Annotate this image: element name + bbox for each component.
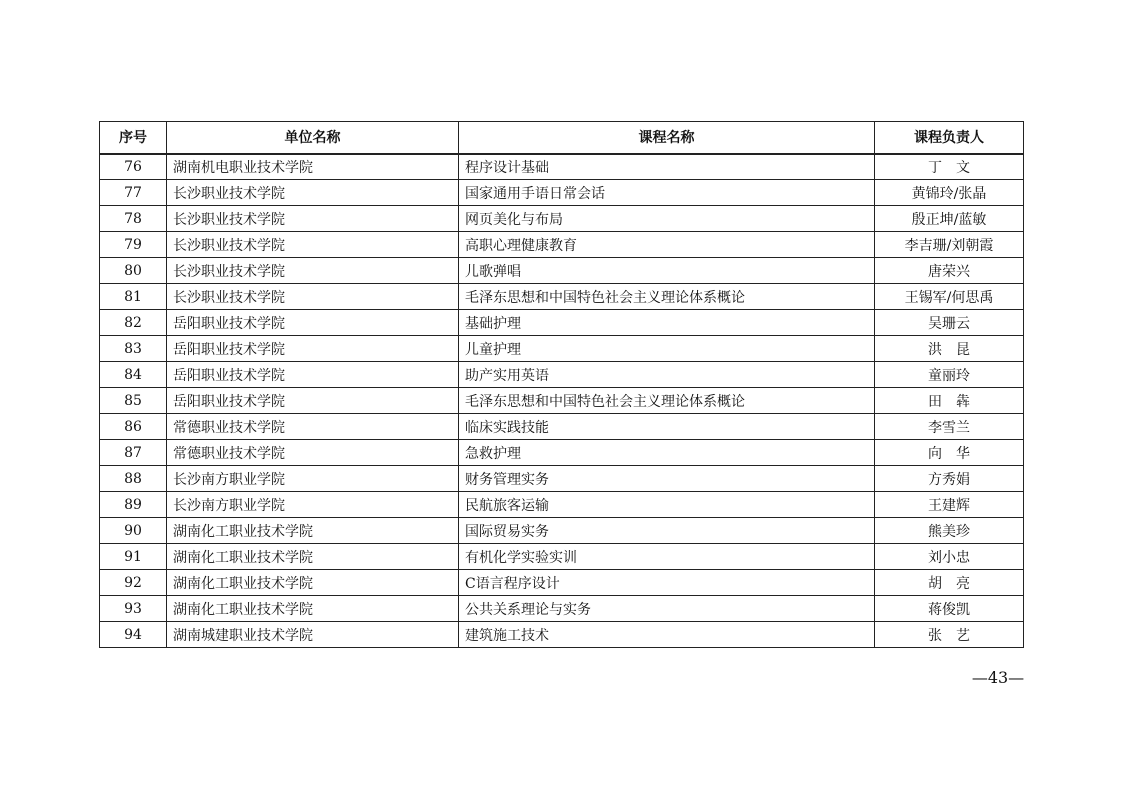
page-number: —43— <box>971 668 1025 687</box>
cell-unit: 常德职业技术学院 <box>167 440 459 466</box>
cell-course: 急救护理 <box>459 440 875 466</box>
cell-person: 刘小忠 <box>875 544 1024 570</box>
cell-unit: 长沙职业技术学院 <box>167 232 459 258</box>
cell-course: 临床实践技能 <box>459 414 875 440</box>
cell-unit: 长沙南方职业学院 <box>167 492 459 518</box>
header-course: 课程名称 <box>459 122 875 154</box>
header-row <box>100 122 1024 154</box>
cell-course: 有机化学实验实训 <box>459 544 875 570</box>
cell-num: 81 <box>100 284 167 310</box>
table-row <box>100 518 1024 544</box>
cell-course: 国家通用手语日常会话 <box>459 180 875 206</box>
table-row <box>100 492 1024 518</box>
cell-course: 毛泽东思想和中国特色社会主义理论体系概论 <box>459 388 875 414</box>
table-row <box>100 570 1024 596</box>
cell-person: 黄锦玲/张晶 <box>875 180 1024 206</box>
cell-person: 王建辉 <box>875 492 1024 518</box>
cell-course: 财务管理实务 <box>459 466 875 492</box>
cell-unit: 湖南城建职业技术学院 <box>167 622 459 648</box>
table-row <box>100 180 1024 206</box>
cell-num: 87 <box>100 440 167 466</box>
header-person: 课程负责人 <box>875 122 1024 154</box>
table-body <box>100 154 1024 648</box>
cell-person: 田 犇 <box>875 388 1024 414</box>
cell-num: 76 <box>100 154 167 180</box>
cell-person: 胡 亮 <box>875 570 1024 596</box>
cell-person: 张 艺 <box>875 622 1024 648</box>
cell-unit: 湖南机电职业技术学院 <box>167 154 459 180</box>
cell-num: 89 <box>100 492 167 518</box>
cell-unit: 岳阳职业技术学院 <box>167 388 459 414</box>
cell-num: 93 <box>100 596 167 622</box>
course-table <box>99 121 1024 648</box>
cell-course: 公共关系理论与实务 <box>459 596 875 622</box>
cell-num: 80 <box>100 258 167 284</box>
cell-course: 程序设计基础 <box>459 154 875 180</box>
table-row <box>100 466 1024 492</box>
table-row <box>100 310 1024 336</box>
cell-unit: 长沙职业技术学院 <box>167 180 459 206</box>
table-row <box>100 362 1024 388</box>
cell-course: 网页美化与布局 <box>459 206 875 232</box>
cell-course: 民航旅客运输 <box>459 492 875 518</box>
cell-person: 蒋俊凯 <box>875 596 1024 622</box>
cell-num: 90 <box>100 518 167 544</box>
cell-course: 助产实用英语 <box>459 362 875 388</box>
cell-course: 儿童护理 <box>459 336 875 362</box>
cell-course: 基础护理 <box>459 310 875 336</box>
cell-num: 85 <box>100 388 167 414</box>
cell-unit: 岳阳职业技术学院 <box>167 362 459 388</box>
header-unit: 单位名称 <box>167 122 459 154</box>
table-row <box>100 284 1024 310</box>
cell-unit: 长沙职业技术学院 <box>167 284 459 310</box>
table-header <box>100 122 1024 154</box>
cell-unit: 湖南化工职业技术学院 <box>167 596 459 622</box>
cell-num: 91 <box>100 544 167 570</box>
cell-person: 李雪兰 <box>875 414 1024 440</box>
cell-person: 吴珊云 <box>875 310 1024 336</box>
cell-person: 丁 文 <box>875 154 1024 180</box>
cell-num: 84 <box>100 362 167 388</box>
cell-num: 78 <box>100 206 167 232</box>
cell-num: 83 <box>100 336 167 362</box>
table-row <box>100 544 1024 570</box>
cell-num: 92 <box>100 570 167 596</box>
cell-num: 82 <box>100 310 167 336</box>
cell-num: 86 <box>100 414 167 440</box>
cell-person: 王锡军/何思禹 <box>875 284 1024 310</box>
cell-person: 李吉珊/刘朝霞 <box>875 232 1024 258</box>
table-row <box>100 440 1024 466</box>
cell-num: 88 <box>100 466 167 492</box>
cell-person: 方秀娟 <box>875 466 1024 492</box>
cell-unit: 湖南化工职业技术学院 <box>167 570 459 596</box>
cell-unit: 岳阳职业技术学院 <box>167 336 459 362</box>
cell-num: 79 <box>100 232 167 258</box>
cell-person: 熊美珍 <box>875 518 1024 544</box>
cell-course: 建筑施工技术 <box>459 622 875 648</box>
table-row <box>100 596 1024 622</box>
cell-course: C语言程序设计 <box>459 570 875 596</box>
header-num: 序号 <box>100 122 167 154</box>
cell-person: 唐荣兴 <box>875 258 1024 284</box>
cell-unit: 岳阳职业技术学院 <box>167 310 459 336</box>
cell-person: 殷正坤/蓝敏 <box>875 206 1024 232</box>
table-row <box>100 258 1024 284</box>
cell-course: 国际贸易实务 <box>459 518 875 544</box>
cell-person: 洪 昆 <box>875 336 1024 362</box>
cell-unit: 常德职业技术学院 <box>167 414 459 440</box>
table-row <box>100 622 1024 648</box>
cell-unit: 湖南化工职业技术学院 <box>167 544 459 570</box>
cell-unit: 湖南化工职业技术学院 <box>167 518 459 544</box>
cell-course: 高职心理健康教育 <box>459 232 875 258</box>
cell-person: 向 华 <box>875 440 1024 466</box>
cell-unit: 长沙南方职业学院 <box>167 466 459 492</box>
table-row <box>100 388 1024 414</box>
cell-num: 94 <box>100 622 167 648</box>
table-row <box>100 232 1024 258</box>
table-row <box>100 206 1024 232</box>
cell-unit: 长沙职业技术学院 <box>167 258 459 284</box>
table-row <box>100 414 1024 440</box>
cell-course: 儿歌弹唱 <box>459 258 875 284</box>
table-row <box>100 336 1024 362</box>
cell-num: 77 <box>100 180 167 206</box>
cell-unit: 长沙职业技术学院 <box>167 206 459 232</box>
cell-person: 童丽玲 <box>875 362 1024 388</box>
cell-course: 毛泽东思想和中国特色社会主义理论体系概论 <box>459 284 875 310</box>
table-row <box>100 154 1024 180</box>
